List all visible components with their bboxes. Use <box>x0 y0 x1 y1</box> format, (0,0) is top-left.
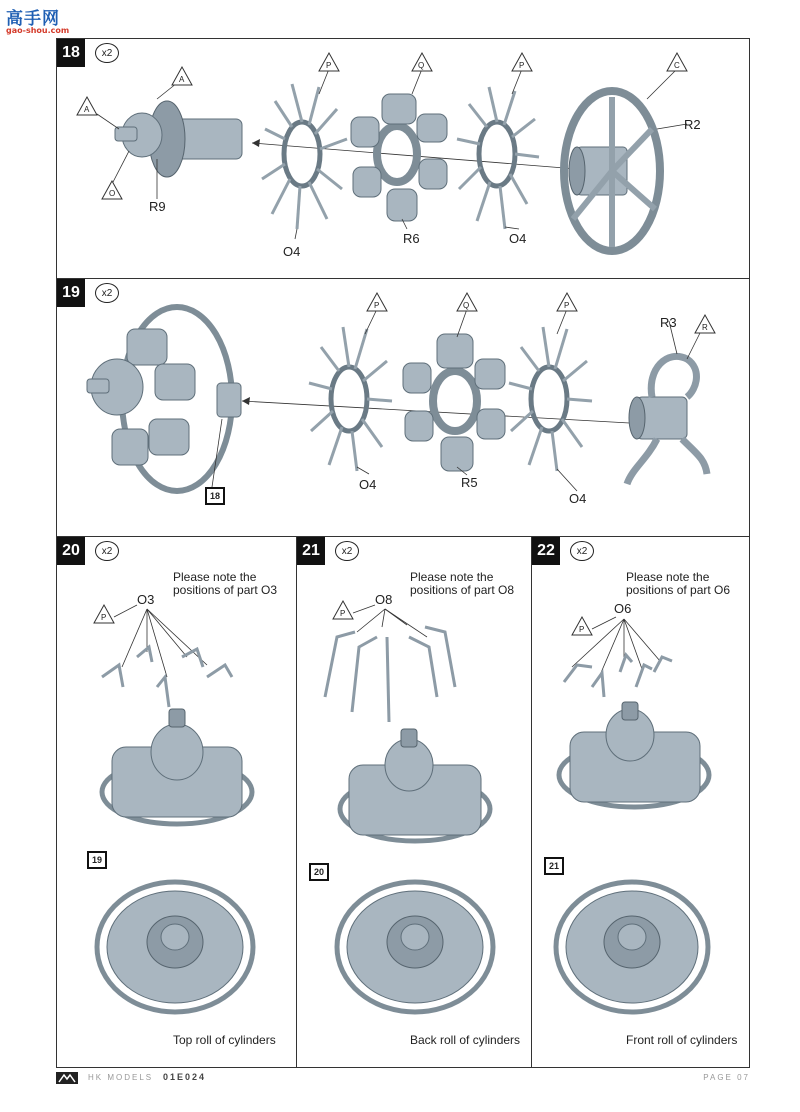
site-watermark <box>6 4 74 38</box>
quantity-badge: x2 <box>95 541 119 561</box>
note-line-1: Please note the <box>173 570 257 584</box>
label-o4-right: O4 <box>509 231 527 246</box>
footer-kit-code: 01E024 <box>163 1072 207 1082</box>
callout-triangle-p <box>333 601 353 619</box>
step-reference-19: 19 <box>87 851 107 869</box>
callout-triangle-p-left <box>319 53 339 71</box>
quantity-badge: x2 <box>95 43 119 63</box>
svg-text:A: A <box>84 105 90 114</box>
step-number: 21 <box>297 537 325 565</box>
callout-triangle-q <box>412 53 432 71</box>
engine-front-view-step20 <box>97 882 253 1012</box>
callout-triangle-p <box>94 605 114 623</box>
step-19-panel <box>56 278 750 538</box>
step-21-panel <box>296 536 533 1068</box>
callout-triangle-p-right <box>512 53 532 71</box>
callout-triangle-p-right <box>557 293 577 311</box>
quantity-badge: x2 <box>570 541 594 561</box>
label-r6: R6 <box>403 231 420 246</box>
label-r9: R9 <box>149 199 166 214</box>
pushrod-ring-o4-right <box>457 87 539 229</box>
footer-brand: HK MODELS <box>88 1073 154 1082</box>
cylinder-bank-r5 <box>403 334 505 471</box>
quantity-badge: x2 <box>95 283 119 303</box>
label-o4-left: O4 <box>283 244 301 259</box>
footer-page-number: PAGE 07 <box>703 1073 750 1082</box>
callout-triangle-p-left <box>367 293 387 311</box>
svg-text:P: P <box>326 61 332 70</box>
watermark-url: gao-shou.com <box>6 26 70 35</box>
caption-back-roll: Back roll of cylinders <box>410 1033 521 1047</box>
step-number: 22 <box>532 537 560 565</box>
callout-triangle-r <box>695 315 715 333</box>
engine-front-view-step21 <box>337 882 493 1012</box>
engine-front-view-step22 <box>556 882 708 1012</box>
svg-text:P: P <box>374 301 380 310</box>
pushrod-ring-o4-right <box>509 327 592 471</box>
step-reference-18: 18 <box>205 487 225 505</box>
quantity-badge: x2 <box>335 541 359 561</box>
svg-text:R: R <box>702 323 708 332</box>
callout-triangle-a-left <box>77 97 97 115</box>
brand-logo-icon <box>56 1072 76 1084</box>
svg-text:P: P <box>101 613 107 622</box>
callout-triangle-p <box>572 617 592 635</box>
svg-text:Q: Q <box>463 301 470 310</box>
step-22-panel <box>531 536 750 1068</box>
step-number: 19 <box>57 279 85 307</box>
crankcase-part-r9 <box>115 101 242 177</box>
step-19-illustration <box>57 279 749 537</box>
svg-text:P: P <box>564 301 570 310</box>
label-o4-left: O4 <box>359 477 377 492</box>
pushrod-ring-o4-left <box>262 84 347 229</box>
caption-front-roll: Front roll of cylinders <box>626 1033 738 1047</box>
step-number: 20 <box>57 537 85 565</box>
step-reference-20: 20 <box>309 863 329 881</box>
svg-text:A: A <box>179 75 185 84</box>
svg-text:O: O <box>109 189 116 198</box>
callout-triangle-q <box>457 293 477 311</box>
label-o3: O3 <box>137 592 155 607</box>
step-21-illustration <box>297 537 532 1067</box>
callout-triangle-c <box>667 53 687 71</box>
label-r2: R2 <box>684 117 701 132</box>
label-o6: O6 <box>614 601 632 616</box>
engine-top-view-step22 <box>559 702 709 807</box>
label-r3: R3 <box>660 315 677 330</box>
mount-bracket-r3 <box>627 356 707 484</box>
step-number: 18 <box>57 39 85 67</box>
note-line-2: positions of part O3 <box>173 583 278 597</box>
svg-text:Q: Q <box>418 61 425 70</box>
svg-text:P: P <box>340 609 346 618</box>
watermark-title: 高手网 <box>6 9 60 29</box>
callout-triangle-o <box>102 181 122 199</box>
svg-text:P: P <box>579 625 585 634</box>
callout-triangle-a-top <box>172 67 192 85</box>
note-line-1: Please note the <box>626 570 710 584</box>
note-line-2: positions of part O6 <box>626 583 731 597</box>
front-frame-r2 <box>564 91 660 251</box>
engine-top-view-step20 <box>102 709 252 824</box>
step-18-panel <box>56 38 750 280</box>
assembled-subunit-18 <box>87 307 241 491</box>
note-line-1: Please note the <box>410 570 494 584</box>
label-o4-right: O4 <box>569 491 587 506</box>
note-line-2: positions of part O8 <box>410 583 515 597</box>
step-reference-21: 21 <box>544 857 564 875</box>
step-22-illustration <box>532 537 749 1067</box>
svg-text:C: C <box>674 61 680 70</box>
step-20-panel <box>56 536 298 1068</box>
engine-top-view-step21 <box>340 729 490 841</box>
label-r5: R5 <box>461 475 478 490</box>
label-o8: O8 <box>375 592 393 607</box>
pushrod-ring-o4-left <box>309 327 392 471</box>
step-20-illustration <box>57 537 297 1067</box>
svg-text:P: P <box>519 61 525 70</box>
caption-top-roll: Top roll of cylinders <box>173 1033 276 1047</box>
